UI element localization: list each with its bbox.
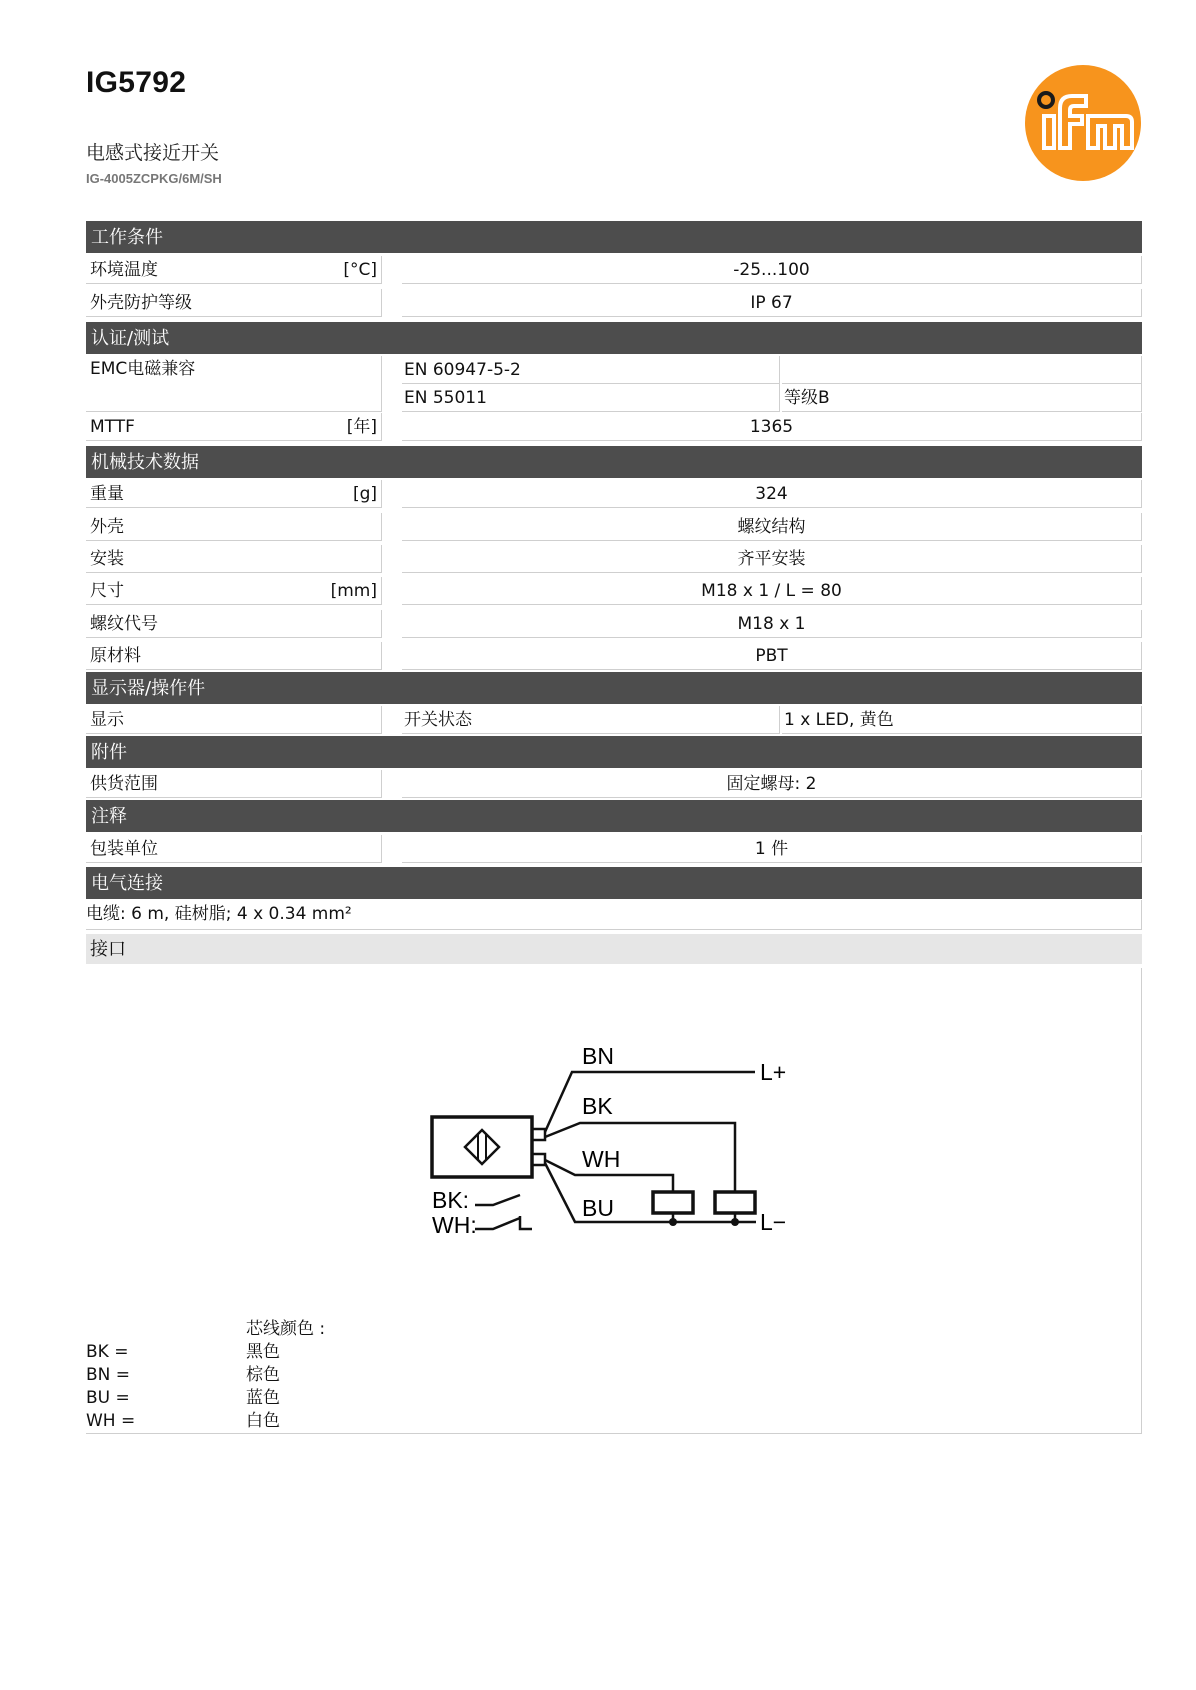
value-packaging: 1 件 bbox=[402, 835, 1142, 863]
model-code: IG-4005ZCPKG/6M/SH bbox=[86, 171, 222, 186]
label-mttf: MTTF [年] bbox=[86, 413, 382, 441]
section-approval: 认证/测试 bbox=[86, 322, 1142, 354]
legend-heading: 芯线颜色 : bbox=[246, 1319, 326, 1339]
unit-mttf: [年] bbox=[346, 417, 377, 437]
value-display: 1 x LED, 黄色 bbox=[782, 706, 1142, 734]
value-emc-std1: EN 60947-5-2 bbox=[402, 356, 780, 384]
wiring-diagram bbox=[420, 1030, 820, 1260]
value-housing: 螺纹结构 bbox=[402, 513, 1142, 541]
label-mounting: 安装 bbox=[86, 545, 382, 573]
legend-color-bk: 黑色 bbox=[246, 1342, 280, 1362]
legend-color-bu: 蓝色 bbox=[246, 1388, 280, 1408]
label-housing: 外壳 bbox=[86, 513, 382, 541]
value-mttf: 1365 bbox=[402, 413, 1142, 441]
label-ambient-temp: 环境温度 [°C] bbox=[86, 256, 382, 284]
label-packaging: 包装单位 bbox=[86, 835, 382, 863]
section-notes: 注释 bbox=[86, 800, 1142, 832]
value-emc-std2: EN 55011 bbox=[402, 384, 780, 412]
unit-dimensions: [mm] bbox=[330, 581, 377, 601]
label-protection: 外壳防护等级 bbox=[86, 289, 382, 317]
interface-heading: 接口 bbox=[86, 934, 1142, 964]
unit-ambient-temp: [°C] bbox=[343, 260, 377, 280]
page-title: IG5792 bbox=[86, 66, 187, 99]
section-accessories: 附件 bbox=[86, 736, 1142, 768]
legend-code-bu: BU = bbox=[86, 1388, 130, 1408]
legend-color-bn: 棕色 bbox=[246, 1365, 280, 1385]
label-bk: BK bbox=[582, 1093, 613, 1119]
value-supply: 固定螺母: 2 bbox=[402, 770, 1142, 798]
section-display: 显示器/操作件 bbox=[86, 672, 1142, 704]
label-bk-contact: BK: bbox=[432, 1187, 470, 1213]
label-bu: BU bbox=[582, 1195, 614, 1221]
label-wh: WH bbox=[582, 1146, 621, 1172]
label-thread: 螺纹代号 bbox=[86, 610, 382, 638]
value-mounting: 齐平安装 bbox=[402, 545, 1142, 573]
value-material: PBT bbox=[402, 642, 1142, 670]
label-lplus: L+ bbox=[760, 1059, 787, 1085]
label-bn: BN bbox=[582, 1043, 614, 1069]
value-weight: 324 bbox=[402, 480, 1142, 508]
value-emc-std1-class bbox=[782, 356, 1142, 384]
value-thread: M18 x 1 bbox=[402, 610, 1142, 638]
section-mechanical: 机械技术数据 bbox=[86, 446, 1142, 478]
section-electrical: 电气连接 bbox=[86, 867, 1142, 899]
label-wh-contact: WH: bbox=[432, 1212, 477, 1238]
value-protection: IP 67 bbox=[402, 289, 1142, 317]
section-operating: 工作条件 bbox=[86, 221, 1142, 253]
value-ambient-temp: -25...100 bbox=[402, 256, 1142, 284]
label-supply: 供货范围 bbox=[86, 770, 382, 798]
legend-color-wh: 白色 bbox=[246, 1411, 280, 1431]
legend-code-bk: BK = bbox=[86, 1342, 129, 1362]
value-dimensions: M18 x 1 / L = 80 bbox=[402, 577, 1142, 605]
cable-spec: 电缆: 6 m, 硅树脂; 4 x 0.34 mm² bbox=[86, 900, 1142, 930]
value-emc-std2-class: 等级B bbox=[782, 384, 1142, 412]
label-dimensions: 尺寸 [mm] bbox=[86, 577, 382, 605]
legend-code-bn: BN = bbox=[86, 1365, 131, 1385]
unit-weight: [g] bbox=[352, 484, 377, 504]
value-display-sub: 开关状态 bbox=[402, 706, 780, 734]
legend-code-wh: WH = bbox=[86, 1411, 136, 1431]
label-display: 显示 bbox=[86, 706, 382, 734]
label-lminus: L− bbox=[760, 1209, 787, 1235]
label-weight: 重量 [g] bbox=[86, 480, 382, 508]
label-emc: EMC电磁兼容 bbox=[86, 356, 382, 412]
ifm-logo bbox=[1024, 64, 1142, 182]
label-material: 原材料 bbox=[86, 642, 382, 670]
product-type: 电感式接近开关 bbox=[86, 142, 220, 164]
